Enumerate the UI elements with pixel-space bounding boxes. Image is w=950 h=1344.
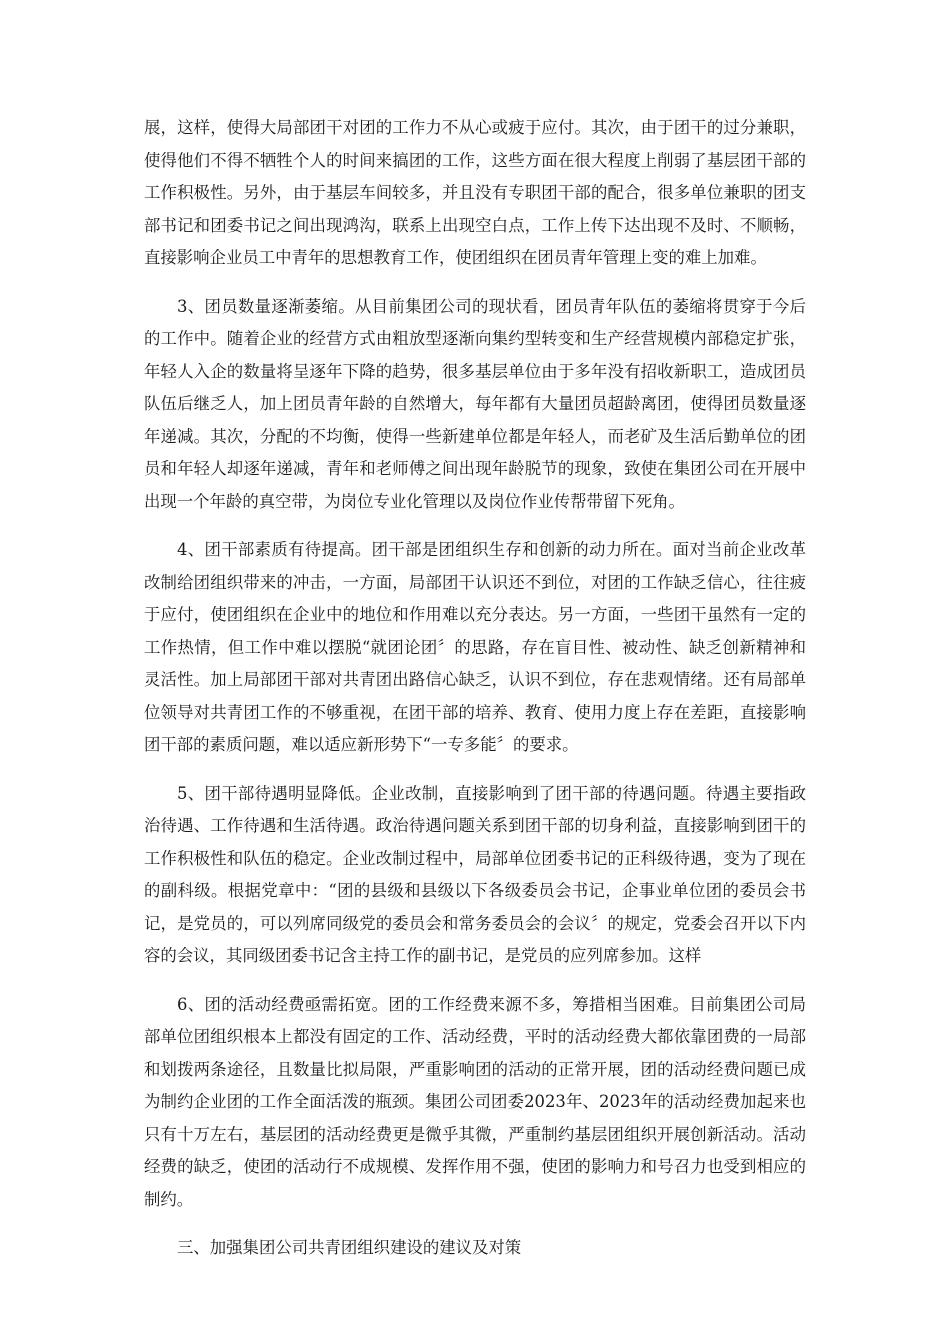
- paragraph-item-3: 3、团员数量逐渐萎缩。从目前集团公司的现状看，团员青年队伍的萎缩将贯穿于今后的工作中。随着企业的经营方式由粗放型逐渐向集约型转变和生产经营规模内部稳定扩张，年轻人入企的数量将呈逐年下降的趋势，很多基层单位由于多年没有招收新职工，造成团员队伍后继乏人，加上团员青年龄的自然增大，每年都有大量团员超龄离团，使得团员数量逐年递减。其次，分配的不均衡，使得一些新建单位都是年轻人，而老矿及生活后勤单位的团员和年轻人却逐年递减，青年和老师傅之间出现年龄脱节的现象，致使在集团公司在开展中出现一个年龄的真空带，为岗位专业化管理以及岗位作业传帮带留下死角。: [144, 296, 806, 511]
- paragraph-item-4: 4、团干部素质有待提高。团干部是团组织生存和创新的动力所在。面对当前企业改革改制给团组织带来的冲击，一方面，局部团干认识还不到位，对团的工作缺乏信心，往往疲于应付，使团组织在企业中的地位和作用难以充分表达。另一方面，一些团干虽然有一定的工作热情，但工作中难以摆脱“就团论团〞的思路，存在盲目性、被动性、缺乏创新精神和灵活性。加上局部团干部对共青团出路信心缺乏，认识不到位，存在悲观情绪。还有局部单位领导对共青团工作的不够重视，在团干部的培养、教育、使用力度上存在差距，直接影响团干部的素质问题，难以适应新形势下“一专多能〞的要求。: [144, 540, 806, 754]
- section-heading: 三、加强集团公司共青团组织建设的建议及对策: [177, 1238, 522, 1257]
- paragraph-item-5: 5、团干部待遇明显降低。企业改制，直接影响到了团干部的待遇问题。待遇主要指政治待遇、工作待遇和生活待遇。政治待遇问题关系到团干部的切身利益，直接影响到团干的工作积极性和队伍的稳定。企业改制过程中，局部单位团委书记的正科级待遇，变为了现在的副科级。根据党章中：“团的县级和县级以下各级委员会书记，企事业单位团的委员会书记，是党员的，可以列席同级党的委员会和常务委员会的会议〞的规定，党委会召开以下内容的会议，其同级团委书记含主持工作的副书记，是党员的应列席参加。这样: [144, 783, 806, 965]
- paragraph-continuation: 展，这样，使得大局部团干对团的工作力不从心或疲于应付。其次，由于团干的过分兼职，使得他们不得不牺牲个人的时间来搞团的工作，这些方面在很大程度上削弱了基层团干部的工作积极性。另外，由于基层车间较多，并且没有专职团干部的配合，很多单位兼职的团支部书记和团委书记之间出现鸿沟，联系上出现空白点，工作上传下达出现不及时、不顺畅，直接影响企业员工中青年的思想教育工作，使团组织在团员青年管理上变的难上加难。: [144, 118, 806, 267]
- document-page: [144, 112, 806, 1265]
- paragraph-item-6: 6、团的活动经费亟需拓宽。团的工作经费来源不多，筹措相当困难。目前集团公司局部单位团组织根本上都没有固定的工作、活动经费，平时的活动经费大都依靠团费的一局部和划拨两条途径，且数量比拟局限，严重影响团的活动的正常开展，团的活动经费问题已成为制约企业团的工作全面活泼的瓶颈。集团公司团委2023年、2023年的活动经费加起来也只有十万左右，基层团的活动经费更是微乎其微，严重制约基层团组织开展创新活动。活动经费的缺乏，使团的活动行不成规模、发挥作用不强，使团的影响力和号召力也受到相应的制约。: [144, 994, 806, 1209]
